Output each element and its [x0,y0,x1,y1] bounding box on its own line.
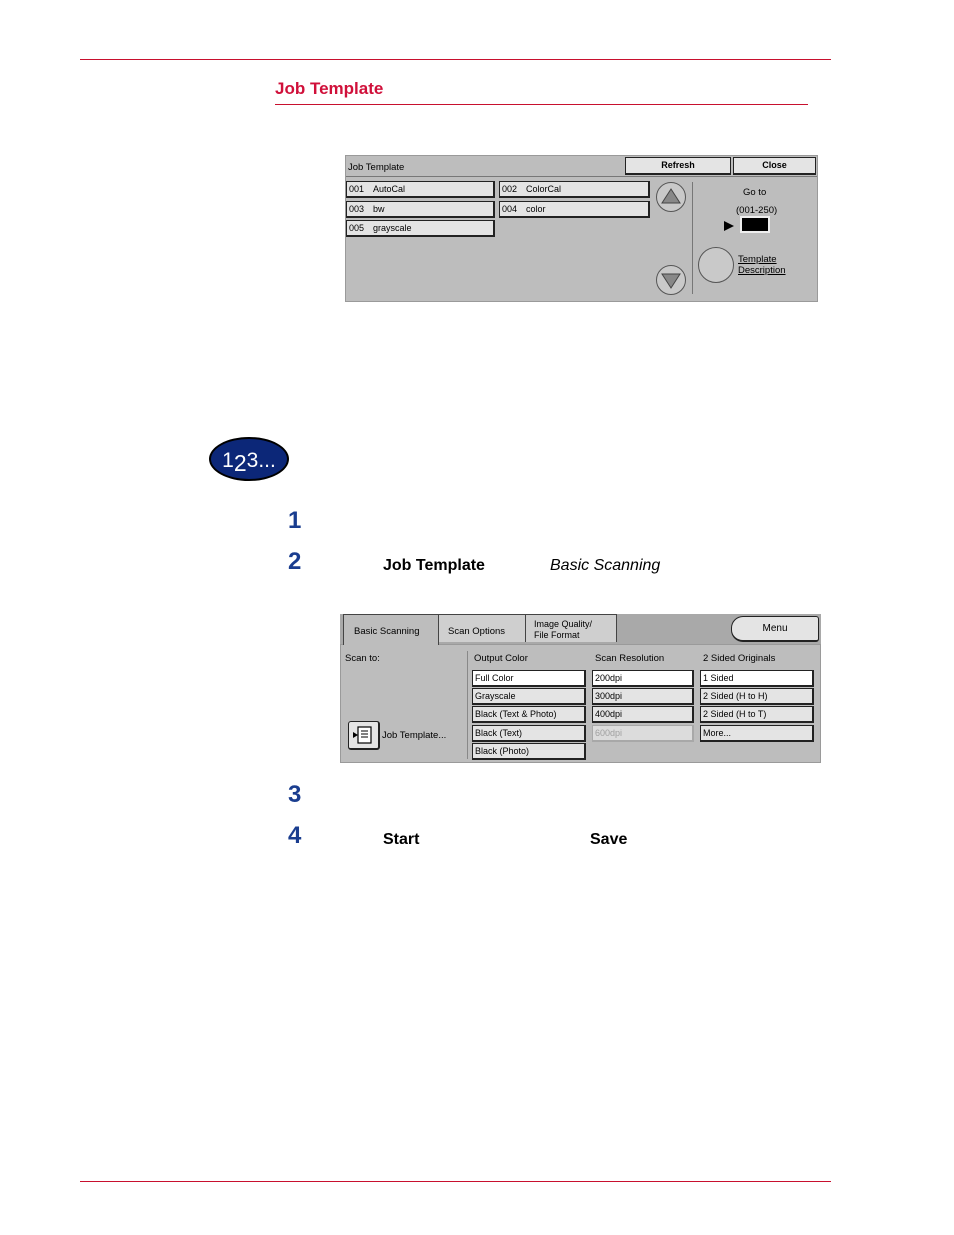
job-template-icon [350,723,378,748]
steps-icon: 123... [209,437,289,481]
scan-resolution-label: Scan Resolution [595,653,665,664]
tab-scan-options[interactable]: Scan Options [437,614,527,642]
output-color-option[interactable]: Black (Text) [472,725,586,742]
two-sided-more-button[interactable]: More... [700,725,814,742]
step-number: 3 [288,781,302,808]
job-template-button[interactable] [348,721,380,750]
close-button[interactable]: Close [733,157,816,175]
scroll-down-button[interactable] [656,265,686,295]
output-color-option[interactable]: Black (Photo) [472,743,586,760]
goto-label: Go to [743,187,767,198]
column-divider [467,651,468,759]
template-item[interactable]: 003 bw [346,201,495,218]
template-description-button[interactable] [698,247,734,283]
resolution-option[interactable]: 300dpi [592,688,694,705]
output-color-label: Output Color [474,653,528,664]
screen-body [340,644,821,763]
menu-button[interactable]: Menu [731,616,819,642]
two-sided-option[interactable]: 1 Sided [700,670,814,687]
resolution-option-disabled: 600dpi [592,725,694,742]
tab-image-quality[interactable]: Image Quality/ File Format [525,614,617,642]
step-number: 1 [288,507,302,534]
bottom-rule [80,1181,831,1182]
output-color-option[interactable]: Full Color [472,670,586,687]
scan-to-label: Scan to: [345,653,380,664]
vertical-divider [692,182,693,294]
resolution-option[interactable]: 400dpi [592,706,694,723]
step-number: 2 [288,548,302,575]
step-bold-text: Job Template [383,557,485,574]
output-color-option[interactable]: Black (Text & Photo) [472,706,586,723]
top-rule [80,59,831,60]
step-italic-text: Basic Scanning [550,557,661,574]
two-sided-option[interactable]: 2 Sided (H to T) [700,706,814,723]
section-title: Job Template [275,79,384,98]
step-bold-text: Save [590,831,628,848]
template-item[interactable]: 002 ColorCal [499,181,650,198]
template-description-label: Template Description [738,254,786,276]
screen-title: Job Template [348,162,405,173]
down-arrow-icon [657,266,685,294]
basic-scanning-screen [340,614,821,763]
step-number: 4 [288,822,302,849]
scroll-up-button[interactable] [656,182,686,212]
refresh-button[interactable]: Refresh [625,157,731,175]
template-item[interactable]: 004 color [499,201,650,218]
resolution-option[interactable]: 200dpi [592,670,694,687]
output-color-option[interactable]: Grayscale [472,688,586,705]
up-arrow-icon [657,183,685,211]
template-item[interactable]: 005 grayscale [346,220,495,237]
goto-input[interactable] [740,216,770,233]
job-template-screen [345,155,818,302]
job-template-label: Job Template... [382,730,447,741]
section-underline [275,104,808,105]
goto-range: (001-250) [736,205,778,216]
two-sided-option[interactable]: 2 Sided (H to H) [700,688,814,705]
template-item[interactable]: 001 AutoCal [346,181,495,198]
tab-basic-scanning[interactable]: Basic Scanning [343,614,439,645]
step-bold-text: Start [383,831,420,848]
two-sided-label: 2 Sided Originals [703,653,776,664]
play-triangle-icon [723,220,735,232]
